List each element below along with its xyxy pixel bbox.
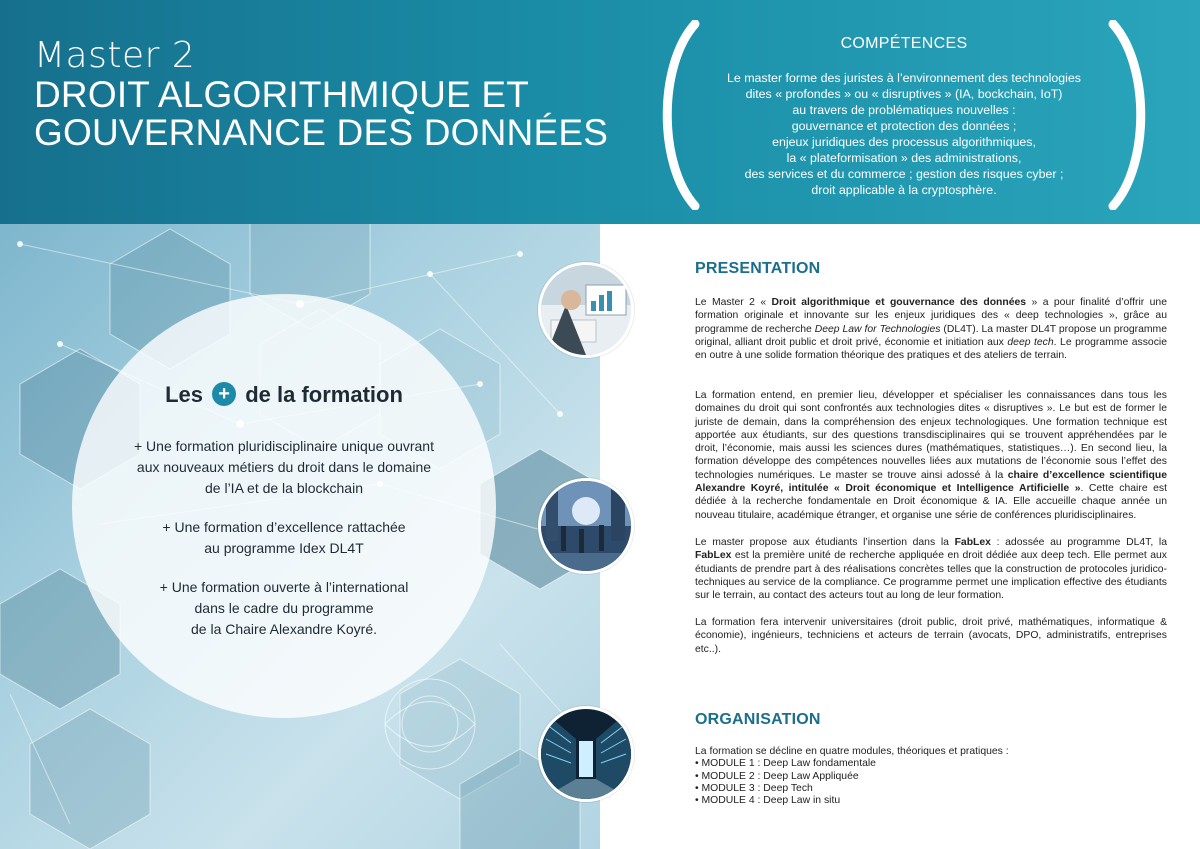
competences-block: [650, 18, 1158, 218]
highlight-line: de l’IA et de la blockchain: [205, 480, 363, 496]
presentation-paragraph-2: [695, 389, 1167, 522]
text-span: La formation entend, en premier lieu, développer et spécialiser les connaissances dans tous les domaines du droit qui sont confrontés aux technologies dites « disruptives ». Le but est de former le juriste de demain, dans la compréhension des enjeux technologiques. Une formation technique est apportée aux étudiants, sur des questions transdisciplinaires qui se trouvent appréhendées par le droit, l’économie, mais aussi les sciences dures (mathématiques, statistiques…). En second lieu, la formation développe des compétences nouvelles liées aux mutations de l’économie sous l’effet des technologies numériques. Le master se trouve ainsi adossé à la: [695, 390, 1167, 481]
plus-icon: +: [212, 382, 236, 406]
organisation-section: [695, 711, 1167, 729]
organisation-title: ORGANISATION: [695, 711, 821, 728]
competences-line: dites « profondes » ou « disruptives » (IA, bockchain, IoT): [745, 87, 1063, 101]
presentation-paragraph-1: [695, 296, 1167, 362]
presentation-paragraph-3: [695, 536, 1167, 602]
competences-line: des services et du commerce ; gestion des risques cyber ;: [744, 167, 1064, 181]
paragraph-text: [695, 296, 1167, 362]
text-span: . Le programme associe en outre à une solide formation théorique des pratiques et des ateliers de terrain.: [695, 336, 1167, 362]
fablex-name: FabLex: [695, 550, 732, 562]
data-center-photo: [538, 706, 634, 802]
module-item: • MODULE 3 : Deep Tech: [695, 782, 813, 794]
competences-text: [716, 70, 1092, 198]
analytics-photo-illustration: [541, 265, 631, 355]
paragraph-text: La formation fera intervenir universitaires (droit public, droit privé, mathématiques, informatique & économie), ingénieurs, techniciens et acteurs de terrain (avocats, DPO, administratifs, entreprises etc..).: [695, 617, 1167, 655]
paragraph-text: [695, 536, 1167, 602]
organisation-content: [695, 746, 1167, 807]
text-span: Le master propose aux étudiants l’insertion dans la: [695, 537, 955, 548]
highlight-line: + Une formation pluridisciplinaire unique ouvrant: [133, 438, 434, 454]
presentation-title: PRESENTATION: [695, 260, 821, 277]
page-title-line2: GOUVERNANCE DES DONNÉES: [34, 112, 609, 153]
highlight-item: [72, 436, 496, 499]
chair-name: chaire d’excellence scientifique Alexandre Koyré, intitulée « Droit économique et Intelligence Artificielle »: [695, 469, 1167, 495]
text-span: . Cette chaire est dédiée à la recherche fondamentale en Droit économique & IA. Elle accueille chaque année un nouveau titulaire, académique étranger, et organise une série de conférences pluridisciplinaires.: [695, 483, 1167, 521]
formation-highlights-circle: [72, 294, 496, 718]
highlight-line: + Une formation ouverte à l’international: [159, 579, 409, 595]
presentation-paragraph-4: [695, 616, 1167, 656]
text-span: (DL4T). La master DL4T propose un programme original, alliant droit public et droit privé, économie et initiation aux: [695, 323, 1167, 348]
formation-highlights-title: [72, 382, 496, 408]
module-item: • MODULE 4 : Deep Law in situ: [695, 795, 841, 807]
highlight-line: + Une formation d’excellence rattachée: [162, 519, 406, 535]
competences-line: au travers de problématiques nouvelles :: [792, 103, 1016, 117]
competences-line: droit applicable à la cryptosphère.: [811, 183, 997, 197]
program-name: Droit algorithmique et gouvernance des données: [771, 297, 1027, 308]
highlight-line: aux nouveaux métiers du droit dans le domaine: [136, 459, 432, 475]
organisation-intro: La formation se décline en quatre modules, théoriques et pratiques :: [695, 746, 1009, 757]
competences-title: COMPÉTENCES: [840, 35, 968, 52]
highlight-item: [72, 577, 496, 640]
text-span: : adossée au programme DL4T, la: [990, 537, 1167, 548]
highlight-item: [72, 517, 496, 559]
highlights-title-prefix: Les: [165, 382, 203, 407]
text-span: Le Master 2 «: [695, 297, 772, 308]
text-span: est la première unité de recherche appliquée en droit dédiée aux deep tech. Elle permet aux étudiants de prendre part à des réalisations concrètes telles que la construction de protocoles juridico-techniques au service de la compliance. Ce programme permet une implication effective des étudiants sur le terrain, au contact des acteurs tout au long de leur formation.: [695, 550, 1167, 602]
header-banner: [0, 0, 1200, 224]
highlight-line: au programme Idex DL4T: [204, 540, 364, 556]
city-photo-illustration: [541, 481, 631, 571]
paragraph-text: [695, 389, 1167, 522]
fablex-name: FabLex: [954, 537, 991, 548]
business-analytics-photo: [538, 262, 634, 358]
competences-line: Le master forme des juristes à l’environnement des technologies: [726, 71, 1081, 85]
datacenter-photo-illustration: [541, 709, 631, 799]
competences-line: enjeux juridiques des processus algorithmiques,: [772, 135, 1036, 149]
highlight-line: dans le cadre du programme: [194, 600, 374, 616]
module-item: • MODULE 2 : Deep Law Appliquée: [695, 770, 859, 782]
deep-tech-term: deep tech: [1007, 336, 1054, 348]
city-crowd-photo: [538, 478, 634, 574]
presentation-section: [695, 260, 1167, 278]
competences-line: gouvernance et protection des données ;: [791, 119, 1017, 133]
highlight-line: de la Chaire Alexandre Koyré.: [191, 621, 377, 637]
page-subtitle: Master 2: [34, 35, 196, 76]
competences-line: la « plateformisation » des administrations,: [786, 151, 1022, 165]
research-program-name: Deep Law for Technologies: [814, 323, 941, 335]
highlights-title-suffix: de la formation: [245, 382, 403, 407]
page-title-line1: DROIT ALGORITHMIQUE ET: [34, 74, 530, 115]
module-item: • MODULE 1 : Deep Law fondamentale: [695, 758, 876, 770]
title-block: [34, 36, 608, 152]
text-span: » a pour finalité d’offrir une formation originale et innovante sur les enjeux juridiques des « deep technologies », grâce au programme de recherche: [695, 297, 1167, 335]
